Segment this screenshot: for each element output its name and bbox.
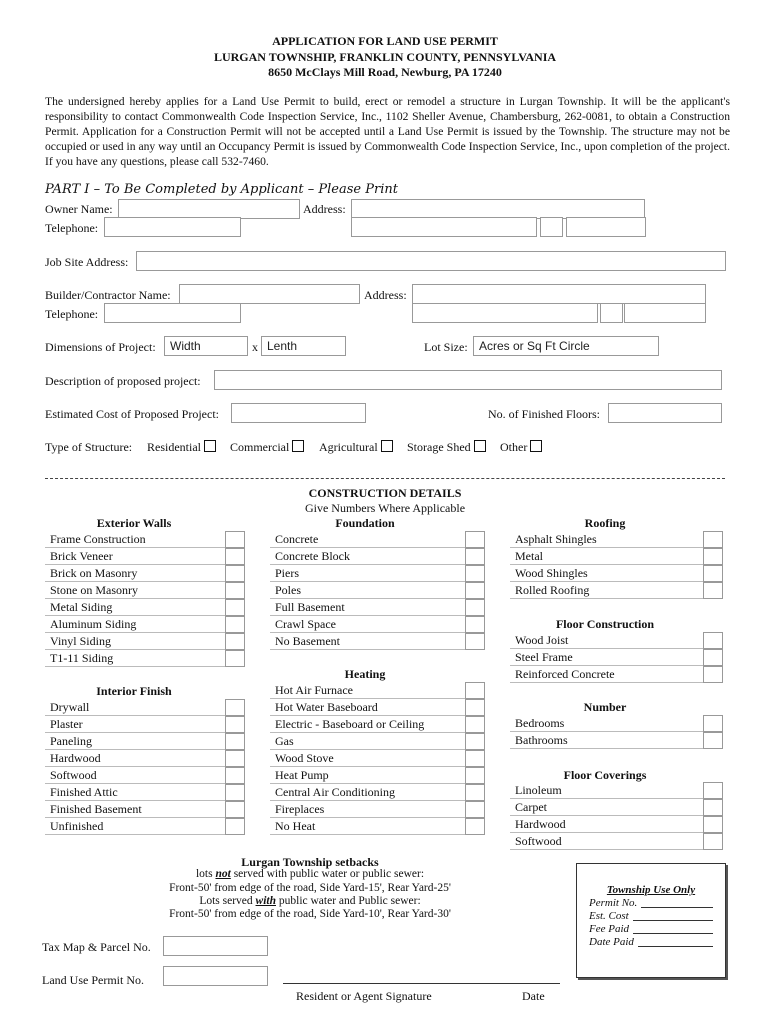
township-use-title: Township Use Only (606, 884, 696, 896)
owner-address-label: Address: (303, 202, 346, 216)
item-label: Heat Pump (270, 767, 465, 784)
item-label: Gas (270, 733, 465, 750)
item-input[interactable] (465, 699, 485, 716)
owner-name-label: Owner Name: (45, 202, 113, 216)
item-label: Electric - Baseboard or Ceiling (270, 716, 465, 733)
fee-paid-row (589, 923, 713, 935)
item-label: Fireplaces (270, 801, 465, 818)
number-list (510, 715, 725, 749)
item-input[interactable] (225, 733, 245, 750)
structure-option-label: Commercial (230, 440, 290, 454)
permit-no-row (589, 897, 713, 909)
item-input[interactable] (465, 767, 485, 784)
item-input[interactable] (703, 799, 723, 816)
setbacks-line-3-emphasis: with (255, 895, 276, 907)
item-label: No Basement (270, 633, 465, 650)
list-item (270, 531, 487, 548)
item-label: Drywall (45, 699, 225, 716)
setbacks-line-1-post: served with public water or public sewer: (230, 868, 425, 880)
list-item (270, 582, 487, 599)
owner-state-field[interactable] (540, 217, 563, 237)
item-label: Hot Air Furnace (270, 682, 465, 699)
tax-map-field[interactable] (163, 936, 268, 956)
item-label: Finished Basement (45, 801, 225, 818)
item-label: Carpet (510, 799, 703, 816)
item-label: Hot Water Baseboard (270, 699, 465, 716)
item-input[interactable] (225, 548, 245, 565)
list-item (45, 616, 247, 633)
item-input[interactable] (703, 816, 723, 833)
list-item (510, 582, 725, 599)
list-item (270, 682, 487, 699)
floor-construction-heading: Floor Construction (555, 617, 655, 631)
dimensions-label: Dimensions of Project: (45, 340, 156, 354)
permit-no-field[interactable] (163, 966, 268, 986)
estimated-cost-label: Estimated Cost of Proposed Project: (45, 407, 219, 421)
roofing-list (510, 531, 725, 599)
list-item (510, 649, 725, 666)
list-item (270, 767, 487, 784)
list-item (270, 750, 487, 767)
list-item (510, 816, 725, 833)
est-cost-label: Est. Cost (589, 910, 629, 922)
floor-coverings-list (510, 782, 725, 850)
item-label: Piers (270, 565, 465, 582)
dimension-separator: x (252, 340, 258, 354)
exterior-walls-heading: Exterior Walls (96, 516, 172, 530)
list-item (270, 784, 487, 801)
setbacks-line-3-post: public water and Public sewer: (276, 895, 421, 907)
intro-paragraph: The undersigned hereby applies for a Land Use Permit to build, erect or remodel a structure in Lurgan Township. It will be the applicant's responsibility to contact Commonwealth Code Inspection Service, Inc., 1102 Sheller Avenue, Chambersburg, 262-0081, to obtain a Construction Permit. Application for a Construction Permit will not be accepted until a Land Use Permit is issued by the Township. The structure may not be occupied or used in any way until an Occupancy Permit is issued by Commonwealth Code Inspection Service, Inc., upon completion of the project. If you have any questions, please call 532-7460. (45, 95, 730, 168)
list-item (45, 716, 247, 733)
builder-state-field[interactable] (600, 303, 623, 323)
item-input[interactable] (225, 633, 245, 650)
list-item (270, 801, 487, 818)
tax-map-label: Tax Map & Parcel No. (42, 940, 151, 954)
item-label: Plaster (45, 716, 225, 733)
township-name: LURGAN TOWNSHIP, FRANKLIN COUNTY, PENNSYLVANIA (213, 50, 557, 64)
item-label: Bedrooms (510, 715, 703, 732)
item-label: Central Air Conditioning (270, 784, 465, 801)
list-item (510, 732, 725, 749)
setbacks-line-3-pre: Lots served (199, 895, 256, 907)
width-field[interactable]: Width (164, 336, 248, 356)
list-item (270, 633, 487, 650)
roofing-heading: Roofing (584, 516, 626, 530)
list-item (45, 548, 247, 565)
construction-details-title: CONSTRUCTION DETAILS (308, 486, 462, 500)
list-item (45, 650, 247, 667)
list-item (510, 666, 725, 683)
township-address: 8650 McClays Mill Road, Newburg, PA 17240 (268, 65, 502, 79)
list-item (45, 801, 247, 818)
item-label: No Heat (270, 818, 465, 835)
item-label: Linoleum (510, 782, 703, 799)
date-paid-row (589, 936, 713, 948)
builder-telephone-field[interactable] (104, 303, 241, 323)
list-item (45, 699, 247, 716)
item-input[interactable] (225, 767, 245, 784)
item-input[interactable] (465, 801, 485, 818)
item-input[interactable] (225, 784, 245, 801)
item-input[interactable] (703, 531, 723, 548)
setbacks-line-1-emphasis: not (215, 868, 231, 880)
list-item (510, 782, 725, 799)
number-heading: Number (583, 700, 627, 714)
builder-name-field[interactable] (179, 284, 360, 304)
item-label: Brick on Masonry (45, 565, 225, 582)
list-item (45, 565, 247, 582)
structure-type-label: Type of Structure: (45, 440, 133, 454)
item-label: Wood Shingles (510, 565, 703, 582)
permit-no-label: Permit No. (589, 897, 638, 909)
list-item (45, 633, 247, 650)
list-item (510, 632, 725, 649)
item-label: Poles (270, 582, 465, 599)
structure-option-label: Other (500, 440, 528, 454)
setbacks-line-1-pre: lots (195, 868, 216, 880)
item-label: Steel Frame (510, 649, 703, 666)
item-input[interactable] (703, 548, 723, 565)
structure-option-label: Agricultural (319, 440, 378, 454)
list-item (270, 599, 487, 616)
item-label: Finished Attic (45, 784, 225, 801)
list-item (510, 565, 725, 582)
structure-agricultural[interactable] (319, 440, 393, 455)
item-input[interactable] (225, 565, 245, 582)
item-label: Frame Construction (45, 531, 225, 548)
job-site-label: Job Site Address: (45, 255, 129, 269)
item-input[interactable] (465, 565, 485, 582)
item-label: Full Basement (270, 599, 465, 616)
date-label: Date (522, 989, 545, 1003)
item-input[interactable] (225, 531, 245, 548)
exterior-walls-list (45, 531, 247, 667)
list-item (45, 767, 247, 784)
item-input[interactable] (225, 599, 245, 616)
list-item (270, 716, 487, 733)
description-field[interactable] (214, 370, 722, 390)
item-input[interactable] (703, 833, 723, 850)
item-label: Unfinished (45, 818, 225, 835)
residential-checkbox[interactable] (204, 440, 216, 452)
builder-address-label: Address: (364, 288, 407, 302)
list-item (510, 833, 725, 850)
item-input[interactable] (703, 732, 723, 749)
item-label: Wood Stove (270, 750, 465, 767)
commercial-checkbox[interactable] (292, 440, 304, 452)
setbacks-title: Lurgan Township setbacks (241, 855, 379, 869)
list-item (45, 733, 247, 750)
item-label: Concrete (270, 531, 465, 548)
setbacks-line-3 (130, 895, 490, 907)
item-label: Hardwood (510, 816, 703, 833)
list-item (510, 531, 725, 548)
list-item (45, 599, 247, 616)
list-item (510, 548, 725, 565)
item-label: Brick Veneer (45, 548, 225, 565)
item-input[interactable] (703, 565, 723, 582)
item-label: Concrete Block (270, 548, 465, 565)
job-site-field[interactable] (136, 251, 726, 271)
structure-option-label: Residential (147, 440, 201, 454)
owner-telephone-field[interactable] (104, 217, 241, 237)
builder-address-field[interactable] (412, 284, 706, 304)
item-label: Bathrooms (510, 732, 703, 749)
item-label: Softwood (510, 833, 703, 850)
item-input[interactable] (225, 716, 245, 733)
item-input[interactable] (703, 632, 723, 649)
list-item (45, 750, 247, 767)
floor-coverings-heading: Floor Coverings (563, 768, 647, 782)
item-input[interactable] (465, 750, 485, 767)
item-label: Asphalt Shingles (510, 531, 703, 548)
other-checkbox[interactable] (530, 440, 542, 452)
structure-storage-shed[interactable] (407, 440, 486, 455)
structure-option-label: Storage Shed (407, 440, 471, 454)
item-label: Paneling (45, 733, 225, 750)
form-title: APPLICATION FOR LAND USE PERMIT (272, 34, 498, 48)
setbacks-line-4: Front-50' from edge of the road, Side Yard-10', Rear Yard-30' (169, 908, 451, 920)
owner-city-field[interactable] (351, 217, 537, 237)
item-input[interactable] (465, 784, 485, 801)
item-input[interactable] (465, 599, 485, 616)
setbacks-line-2: Front-50' from edge of the road, Side Yard-15', Rear Yard-25' (169, 882, 451, 894)
list-item (510, 799, 725, 816)
owner-address-field[interactable] (351, 199, 645, 219)
item-input[interactable] (225, 616, 245, 633)
item-input[interactable] (465, 582, 485, 599)
description-label: Description of proposed project: (45, 374, 201, 388)
length-field[interactable]: Lenth (261, 336, 346, 356)
item-label: Hardwood (45, 750, 225, 767)
fee-paid-line[interactable] (633, 923, 713, 934)
item-input[interactable] (225, 801, 245, 818)
item-input[interactable] (225, 582, 245, 599)
storage-shed-checkbox[interactable] (474, 440, 486, 452)
list-item (270, 699, 487, 716)
part-one-heading: PART I – To Be Completed by Applicant – Please Print (45, 182, 398, 197)
finished-floors-label: No. of Finished Floors: (488, 407, 601, 421)
estimated-cost-field[interactable] (231, 403, 366, 423)
foundation-heading: Foundation (335, 516, 395, 530)
item-label: Rolled Roofing (510, 582, 703, 599)
list-item (45, 531, 247, 548)
builder-zip-field[interactable] (624, 303, 706, 323)
item-input[interactable] (465, 716, 485, 733)
lot-size-field[interactable]: Acres or Sq Ft Circle (473, 336, 659, 356)
finished-floors-field[interactable] (608, 403, 722, 423)
agricultural-checkbox[interactable] (381, 440, 393, 452)
item-input[interactable] (225, 699, 245, 716)
construction-details-subtitle: Give Numbers Where Applicable (304, 501, 466, 515)
structure-other[interactable] (500, 440, 542, 455)
township-use-box (576, 863, 726, 978)
lot-size-label: Lot Size: (424, 340, 468, 354)
date-paid-label: Date Paid (589, 936, 634, 948)
builder-telephone-label: Telephone: (45, 307, 99, 321)
structure-residential[interactable] (147, 440, 216, 455)
item-label: Reinforced Concrete (510, 666, 703, 683)
list-item (45, 582, 247, 599)
item-input[interactable] (465, 733, 485, 750)
list-item (510, 715, 725, 732)
est-cost-row (589, 910, 713, 922)
item-label: T1-11 Siding (45, 650, 225, 667)
item-input[interactable] (703, 649, 723, 666)
item-label: Metal Siding (45, 599, 225, 616)
list-item (45, 784, 247, 801)
list-item (270, 818, 487, 835)
owner-zip-field[interactable] (566, 217, 646, 237)
floor-construction-list (510, 632, 725, 683)
list-item (270, 616, 487, 633)
item-input[interactable] (703, 582, 723, 599)
interior-finish-list (45, 699, 247, 835)
heating-heading: Heating (344, 667, 386, 681)
item-input[interactable] (465, 818, 485, 835)
item-label: Crawl Space (270, 616, 465, 633)
permit-no-label: Land Use Permit No. (42, 973, 144, 987)
structure-commercial[interactable] (230, 440, 304, 455)
item-input[interactable] (465, 682, 485, 699)
list-item (270, 548, 487, 565)
item-label: Softwood (45, 767, 225, 784)
signature-label: Resident or Agent Signature (296, 989, 432, 1003)
builder-city-field[interactable] (412, 303, 598, 323)
est-cost-line[interactable] (633, 910, 713, 921)
item-label: Wood Joist (510, 632, 703, 649)
item-input[interactable] (465, 633, 485, 650)
item-input[interactable] (225, 750, 245, 767)
section-divider (45, 478, 725, 479)
item-input[interactable] (225, 818, 245, 835)
item-label: Vinyl Siding (45, 633, 225, 650)
heating-list (270, 682, 487, 835)
interior-finish-heading: Interior Finish (96, 684, 172, 698)
foundation-list (270, 531, 487, 650)
fee-paid-label: Fee Paid (589, 923, 630, 935)
item-label: Metal (510, 548, 703, 565)
permit-no-line[interactable] (641, 897, 713, 908)
item-input[interactable] (465, 548, 485, 565)
item-input[interactable] (703, 782, 723, 799)
builder-name-label: Builder/Contractor Name: (45, 288, 171, 302)
item-input[interactable] (225, 650, 245, 667)
item-input[interactable] (465, 616, 485, 633)
owner-telephone-label: Telephone: (45, 221, 99, 235)
signature-line[interactable] (283, 983, 560, 984)
list-item (270, 733, 487, 750)
item-label: Stone on Masonry (45, 582, 225, 599)
item-label: Aluminum Siding (45, 616, 225, 633)
item-input[interactable] (703, 715, 723, 732)
list-item (270, 565, 487, 582)
item-input[interactable] (465, 531, 485, 548)
owner-name-field[interactable] (118, 199, 300, 219)
date-paid-line[interactable] (638, 936, 713, 947)
setbacks-line-1 (130, 868, 490, 880)
list-item (45, 818, 247, 835)
item-input[interactable] (703, 666, 723, 683)
